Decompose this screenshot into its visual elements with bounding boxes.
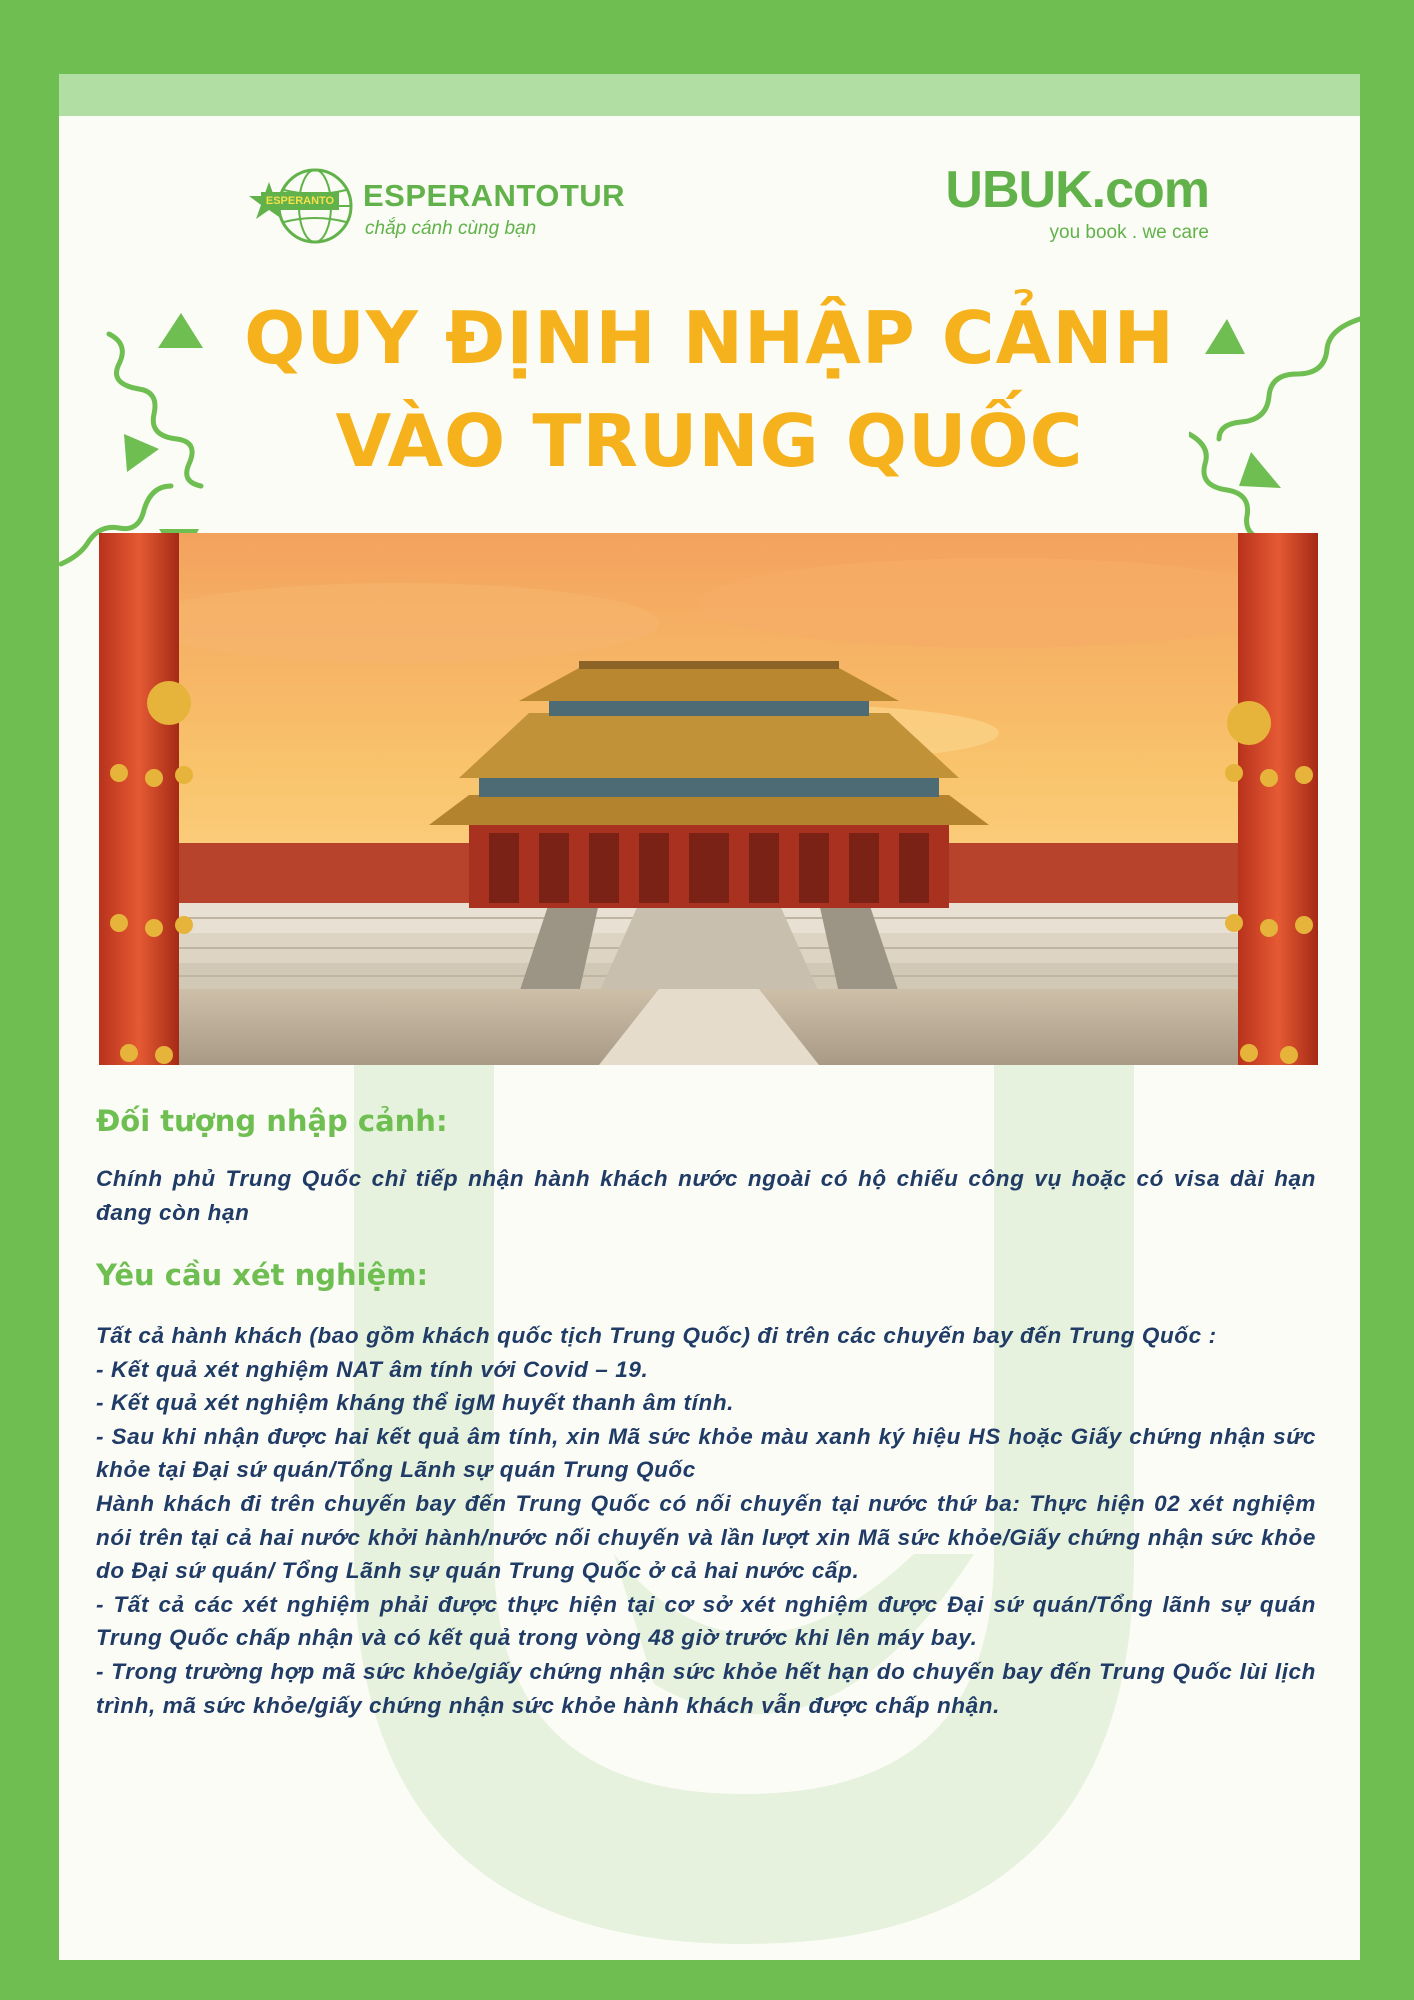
- brand-tagline-left: chắp cánh cùng bạn: [365, 218, 537, 239]
- body-line: Tất cả hành khách (bao gồm khách quốc tịch Trung Quốc) đi trên các chuyến bay đến Trung Quốc :: [96, 1323, 1217, 1348]
- body-line: - Kết quả xét nghiệm NAT âm tính với Covid – 19.: [96, 1356, 649, 1382]
- ubuk-logo: [889, 160, 1209, 260]
- page-title-line2: VÀO TRUNG QUỐC: [335, 399, 1084, 483]
- body-line: Hành khách đi trên chuyến bay đến Trung Quốc có nối chuyến tại nước thứ ba: Thực hiện 02 xét nghiệm nói trên tại cả hai nước khởi hành/nước nối chuyến và lần lượt xin Mã sức khỏe/Giấy chứng nhận sức khỏe do Đại sứ quán/ Tổng Lãnh sự quán Trung Quốc ở cả hai nước cấp.: [96, 1490, 1316, 1584]
- body-line: - Sau khi nhận được hai kết quả âm tính, xin Mã sức khỏe màu xanh ký hiệu HS hoặc Giấy chứng nhận sức khỏe tại Đại sứ quán/Tổng Lãnh sự quán Trung Quốc: [96, 1423, 1316, 1483]
- hero-image: [99, 533, 1318, 1065]
- section-body-entry: [96, 1162, 1316, 1229]
- section-body-testing: [96, 1319, 1316, 1722]
- section-heading-testing: Yêu cầu xét nghiệm:: [96, 1258, 429, 1292]
- body-line: - Trong trường hợp mã sức khỏe/giấy chứng nhận sức khỏe hết hạn do chuyến bay đến Trung Quốc lùi lịch trình, mã sức khỏe/giấy chứng nhận sức khỏe hành khách vẫn được chấp nhận.: [96, 1658, 1316, 1718]
- body-line: - Kết quả xét nghiệm kháng thể igM huyết thanh âm tính.: [96, 1390, 735, 1416]
- section-heading-entry: Đối tượng nhập cảnh:: [96, 1104, 448, 1138]
- brand-tagline-right: you book . we care: [1049, 222, 1209, 243]
- brand-esperantotur: ESPERANTOTUR: [363, 178, 626, 213]
- brand-ubuk: UBUK.com: [945, 161, 1209, 219]
- body-line: Chính phủ Trung Quốc chỉ tiếp nhận hành khách nước ngoài có hộ chiếu công vụ hoặc có visa dài hạn đang còn hạn: [96, 1166, 1316, 1225]
- body-line: - Tất cả các xét nghiệm phải được thực hiện tại cơ sở xét nghiệm được Đại sứ quán/Tổng lãnh sự quán Trung Quốc chấp nhận và có kết quả trong vòng 48 giờ trước khi lên máy bay.: [96, 1591, 1316, 1651]
- emblem-text: ESPERANTO: [265, 195, 335, 207]
- poster-page: [59, 74, 1360, 1960]
- esperantotur-logo: [247, 164, 626, 254]
- top-band: [59, 74, 1360, 116]
- page-title-line1: QUY ĐỊNH NHẬP CẢNH: [244, 296, 1175, 380]
